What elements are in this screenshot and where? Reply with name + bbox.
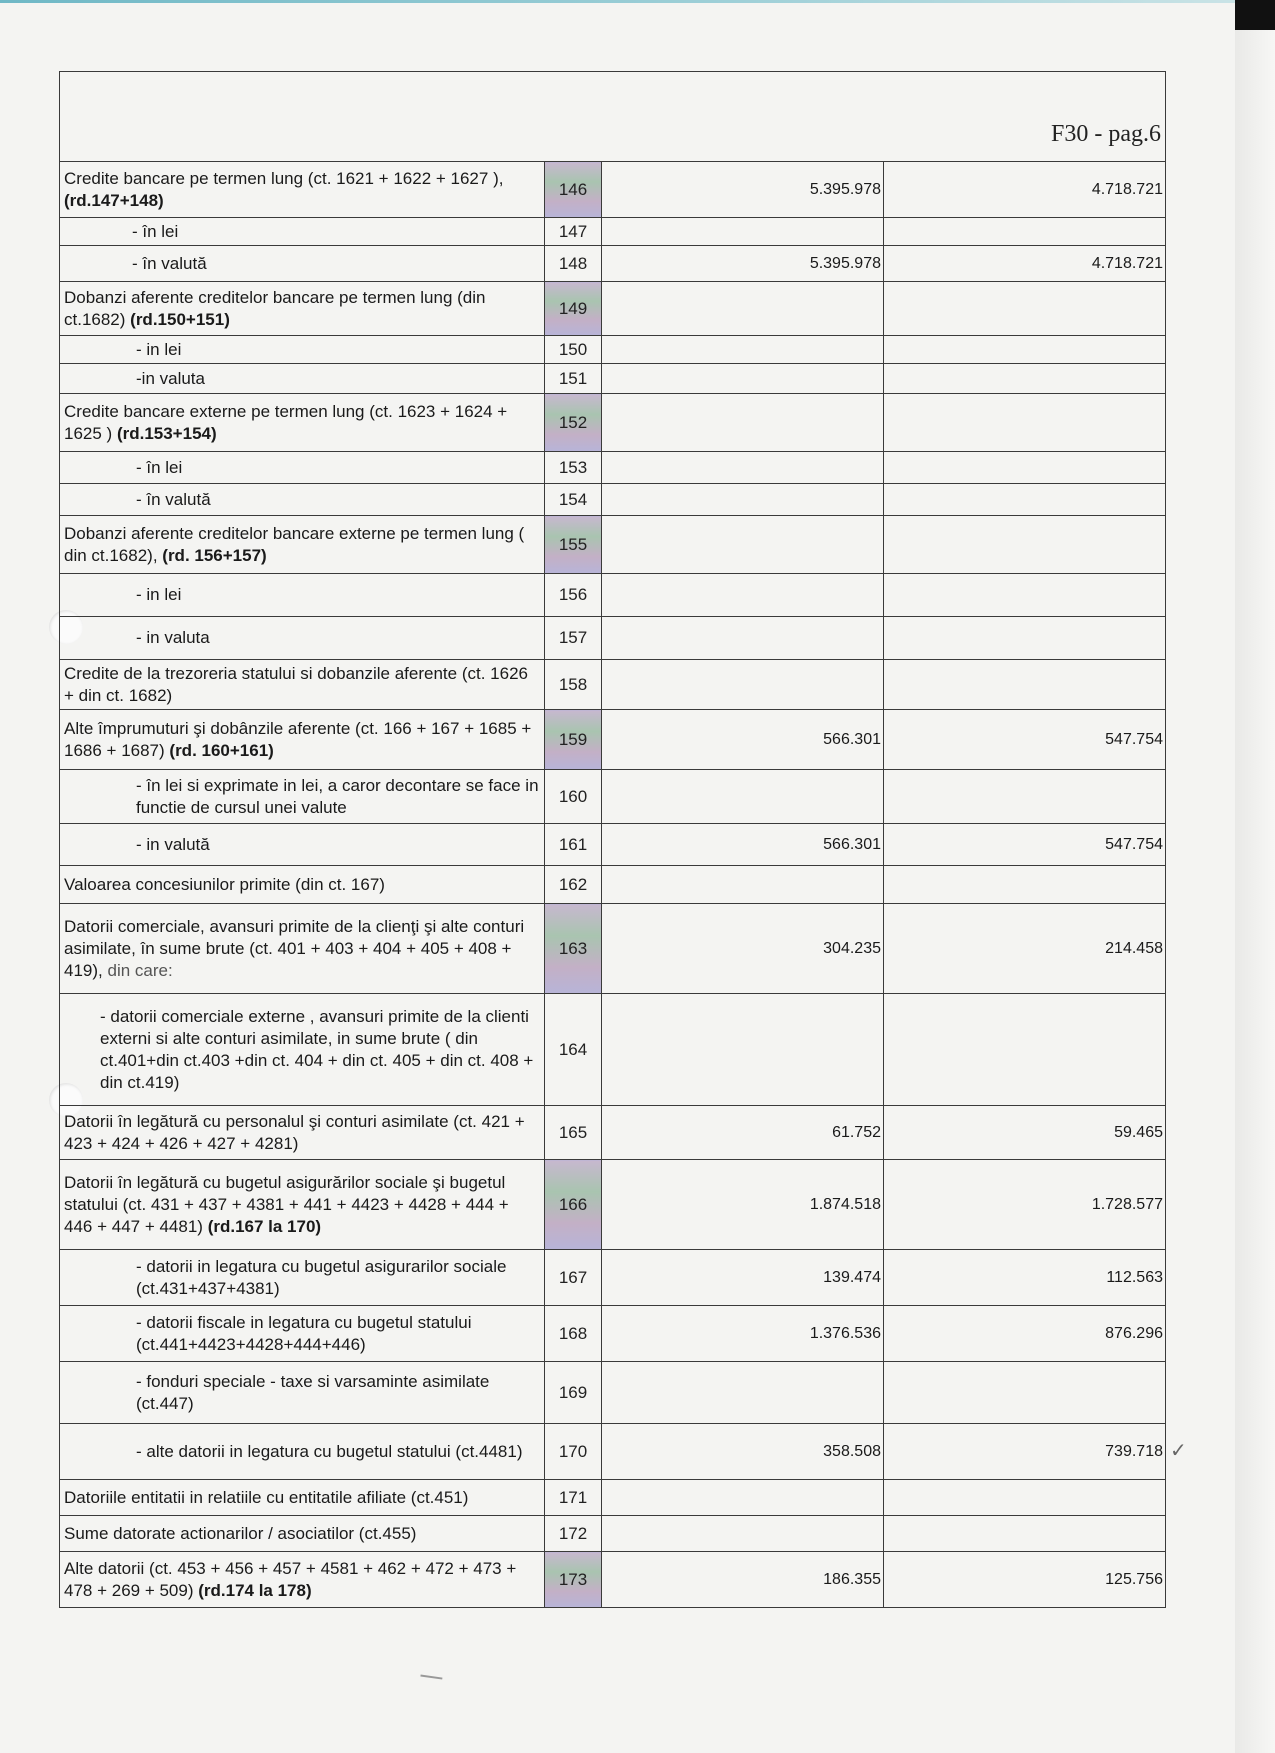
row-description	[60, 660, 545, 710]
row-code: 162	[545, 866, 602, 904]
value-previous-period	[602, 394, 884, 452]
table-row	[60, 218, 1166, 246]
value-previous-period	[602, 282, 884, 336]
row-formula: (rd.150+151)	[130, 309, 230, 329]
description-text: - în valută	[132, 253, 207, 273]
row-code: 153	[545, 452, 602, 484]
table-row	[60, 1106, 1166, 1160]
table-row	[60, 1516, 1166, 1552]
row-formula: (rd.167 la 170)	[207, 1216, 322, 1236]
row-description	[60, 710, 545, 770]
stray-mark	[420, 1675, 443, 1686]
check-mark-icon: ✓	[1170, 1440, 1187, 1462]
value-previous-period	[602, 617, 884, 660]
value-current-period: 547.754	[884, 710, 1166, 770]
description-text: Datorii în legătură cu bugetul asigurărilor sociale şi bugetul statului (ct. 431 + 437 + 4381 + 441 + 4423 + 4428 + 444 + 446 + 447 + 4481)	[64, 1172, 509, 1236]
row-code: 155	[545, 516, 602, 574]
value-previous-period	[602, 218, 884, 246]
value-previous-period	[602, 1516, 884, 1552]
table-row	[60, 660, 1166, 710]
value-current-period: 876.296	[884, 1306, 1166, 1362]
value-current-period: 739.718	[884, 1424, 1166, 1480]
value-current-period	[884, 994, 1166, 1106]
table-row	[60, 770, 1166, 824]
row-code: 165	[545, 1106, 602, 1160]
row-description	[60, 218, 545, 246]
table-row	[60, 1306, 1166, 1362]
table-row	[60, 1160, 1166, 1250]
row-code: 161	[545, 824, 602, 866]
description-text: - alte datorii in legatura cu bugetul statului (ct.4481)	[136, 1441, 523, 1461]
value-current-period	[884, 1516, 1166, 1552]
row-suffix: din care:	[107, 960, 173, 980]
table-row	[60, 364, 1166, 394]
description-text: Alte datorii (ct. 453 + 456 + 457 + 4581 + 462 + 472 + 473 + 478 + 269 + 509)	[64, 1558, 517, 1600]
row-code: 164	[545, 994, 602, 1106]
value-previous-period	[602, 994, 884, 1106]
table-row	[60, 617, 1166, 660]
value-current-period: 4.718.721	[884, 246, 1166, 282]
value-current-period: 4.718.721	[884, 162, 1166, 218]
table-row	[60, 282, 1166, 336]
row-description	[60, 452, 545, 484]
row-code: 163	[545, 904, 602, 994]
value-current-period	[884, 1362, 1166, 1424]
row-code: 156	[545, 574, 602, 617]
row-description	[60, 336, 545, 364]
table-row	[60, 994, 1166, 1106]
value-previous-period	[602, 516, 884, 574]
table-row	[60, 246, 1166, 282]
value-current-period	[884, 770, 1166, 824]
table-row	[60, 516, 1166, 574]
table-row	[60, 710, 1166, 770]
table-row	[60, 1250, 1166, 1306]
value-current-period	[884, 866, 1166, 904]
row-description	[60, 1362, 545, 1424]
row-description	[60, 484, 545, 516]
table-row	[60, 452, 1166, 484]
value-previous-period: 139.474	[602, 1250, 884, 1306]
row-description	[60, 994, 545, 1106]
row-code: 157	[545, 617, 602, 660]
value-previous-period	[602, 1362, 884, 1424]
row-description	[60, 1250, 545, 1306]
row-code: 148	[545, 246, 602, 282]
description-text: Dobanzi aferente creditelor bancare externe pe termen lung ( din ct.1682),	[64, 523, 525, 565]
table-row	[60, 866, 1166, 904]
row-description	[60, 617, 545, 660]
row-code: 166	[545, 1160, 602, 1250]
row-description	[60, 824, 545, 866]
description-text: - datorii fiscale in legatura cu bugetul statului (ct.441+4423+4428+444+446)	[136, 1312, 472, 1354]
row-code: 159	[545, 710, 602, 770]
value-previous-period: 5.395.978	[602, 246, 884, 282]
row-formula: (rd.174 la 178)	[198, 1580, 312, 1600]
row-description	[60, 1552, 545, 1608]
value-previous-period: 186.355	[602, 1552, 884, 1608]
value-current-period	[884, 282, 1166, 336]
row-code: 146	[545, 162, 602, 218]
value-previous-period	[602, 866, 884, 904]
row-code: 149	[545, 282, 602, 336]
table-row	[60, 574, 1166, 617]
row-code: 152	[545, 394, 602, 452]
description-text: Datorii comerciale, avansuri primite de la clienţi şi alte conturi asimilate, în sume brute (ct. 401 + 403 + 404 + 405 + 408 + 419),	[64, 916, 525, 980]
row-code: 171	[545, 1480, 602, 1516]
value-current-period	[884, 394, 1166, 452]
row-description	[60, 904, 545, 994]
row-description	[60, 1424, 545, 1480]
row-formula: (rd.153+154)	[116, 423, 217, 443]
table-row	[60, 1552, 1166, 1608]
value-current-period: 547.754	[884, 824, 1166, 866]
value-previous-period: 304.235	[602, 904, 884, 994]
value-current-period	[884, 516, 1166, 574]
row-code: 170	[545, 1424, 602, 1480]
value-current-period	[884, 660, 1166, 710]
scan-edge-top	[0, 0, 1235, 3]
description-text: - in valută	[136, 834, 210, 854]
description-text: - în lei	[136, 457, 183, 477]
row-code: 169	[545, 1362, 602, 1424]
value-current-period: 59.465	[884, 1106, 1166, 1160]
row-code: 151	[545, 364, 602, 394]
row-code: 167	[545, 1250, 602, 1306]
table-row	[60, 162, 1166, 218]
value-previous-period: 1.376.536	[602, 1306, 884, 1362]
table-row	[60, 484, 1166, 516]
row-formula: (rd.147+148)	[64, 190, 164, 210]
scan-corner	[1235, 0, 1275, 30]
row-formula: (rd. 156+157)	[162, 545, 267, 565]
description-text: Sume datorate actionarilor / asociatilor (ct.455)	[64, 1523, 417, 1543]
row-description	[60, 282, 545, 336]
row-description	[60, 1160, 545, 1250]
page-header-row	[60, 72, 1166, 162]
description-text: - in lei	[136, 339, 182, 359]
value-previous-period: 358.508	[602, 1424, 884, 1480]
value-current-period	[884, 336, 1166, 364]
row-description	[60, 770, 545, 824]
value-previous-period	[602, 364, 884, 394]
value-previous-period	[602, 574, 884, 617]
description-text: Credite bancare pe termen lung (ct. 1621 + 1622 + 1627 ),	[64, 168, 504, 188]
value-previous-period: 566.301	[602, 824, 884, 866]
value-previous-period	[602, 336, 884, 364]
value-current-period	[884, 574, 1166, 617]
description-text: Datorii în legătură cu personalul şi conturi asimilate (ct. 421 + 423 + 424 + 426 + 427 + 4281)	[64, 1111, 525, 1153]
value-previous-period	[602, 1480, 884, 1516]
value-current-period: 214.458	[884, 904, 1166, 994]
value-previous-period	[602, 452, 884, 484]
description-text: -in valuta	[136, 368, 205, 388]
row-code: 173	[545, 1552, 602, 1608]
row-description	[60, 162, 545, 218]
description-text: - datorii comerciale externe , avansuri primite de la clienti externi si alte conturi asimilate, in sume brute ( din ct.401+din ct.403 +din ct. 404 + din ct. 405 + din ct. 408 + din ct.419)	[100, 1006, 534, 1092]
value-current-period	[884, 452, 1166, 484]
row-description	[60, 1306, 545, 1362]
row-code: 158	[545, 660, 602, 710]
value-previous-period	[602, 484, 884, 516]
row-description	[60, 1516, 545, 1552]
row-description	[60, 1106, 545, 1160]
page-header: F30 - pag.6	[60, 72, 1166, 162]
description-text: - datorii in legatura cu bugetul asigurarilor sociale (ct.431+437+4381)	[136, 1256, 507, 1298]
row-description	[60, 1480, 545, 1516]
row-code: 150	[545, 336, 602, 364]
value-current-period: 125.756	[884, 1552, 1166, 1608]
scan-edge-right	[1235, 0, 1275, 1753]
table-row	[60, 1362, 1166, 1424]
table-row	[60, 1480, 1166, 1516]
row-code: 147	[545, 218, 602, 246]
table-row	[60, 336, 1166, 364]
description-text: Credite de la trezoreria statului si dobanzile aferente (ct. 1626 + din ct. 1682)	[64, 663, 528, 705]
row-description	[60, 516, 545, 574]
table-row	[60, 394, 1166, 452]
description-text: - fonduri speciale - taxe si varsaminte asimilate (ct.447)	[136, 1371, 490, 1413]
description-text: - în lei	[132, 221, 179, 241]
value-current-period	[884, 218, 1166, 246]
description-text: Dobanzi aferente creditelor bancare pe termen lung (din ct.1682)	[64, 287, 486, 329]
row-code: 172	[545, 1516, 602, 1552]
description-text: Valoarea concesiunilor primite (din ct. 167)	[64, 874, 385, 894]
value-previous-period: 5.395.978	[602, 162, 884, 218]
row-description	[60, 246, 545, 282]
row-description	[60, 866, 545, 904]
table-row	[60, 904, 1166, 994]
row-code: 168	[545, 1306, 602, 1362]
value-current-period: 1.728.577	[884, 1160, 1166, 1250]
value-current-period	[884, 617, 1166, 660]
description-text: Credite bancare externe pe termen lung (ct. 1623 + 1624 + 1625 )	[64, 401, 508, 443]
value-current-period	[884, 1480, 1166, 1516]
value-previous-period	[602, 660, 884, 710]
description-text: - în lei si exprimate in lei, a caror decontare se face in functie de cursul unei valute	[136, 775, 539, 817]
row-description	[60, 364, 545, 394]
row-description	[60, 394, 545, 452]
description-text: Alte împrumuturi şi dobânzile aferente (ct. 166 + 167 + 1685 + 1686 + 1687)	[64, 718, 532, 760]
value-current-period: 112.563	[884, 1250, 1166, 1306]
description-text: - in lei	[136, 585, 182, 604]
table-row	[60, 824, 1166, 866]
description-text: - in valuta	[136, 628, 210, 647]
value-current-period	[884, 364, 1166, 394]
description-text: - în valută	[136, 489, 211, 509]
value-previous-period	[602, 770, 884, 824]
row-formula: (rd. 160+161)	[169, 740, 274, 760]
value-current-period	[884, 484, 1166, 516]
row-code: 154	[545, 484, 602, 516]
value-previous-period: 566.301	[602, 710, 884, 770]
value-previous-period: 1.874.518	[602, 1160, 884, 1250]
description-text: Datoriile entitatii in relatiile cu entitatile afiliate (ct.451)	[64, 1487, 469, 1507]
table-row	[60, 1424, 1166, 1480]
balance-sheet-form-table	[59, 71, 1166, 1608]
row-code: 160	[545, 770, 602, 824]
row-description	[60, 574, 545, 617]
value-previous-period: 61.752	[602, 1106, 884, 1160]
